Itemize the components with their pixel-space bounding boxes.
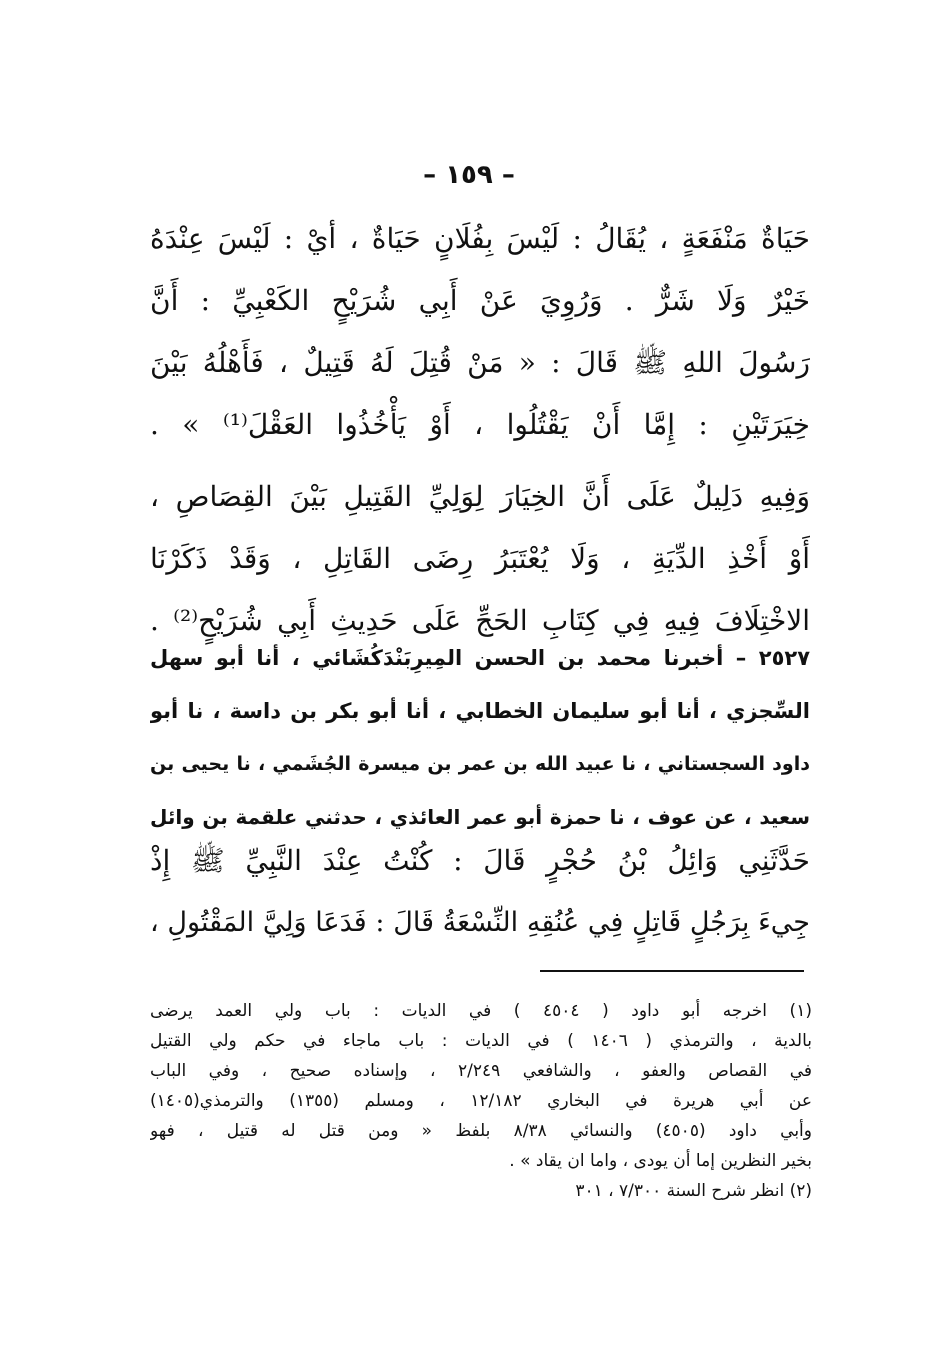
hadith-number: ٢٥٢٧ – [735, 646, 810, 670]
hadith-matn [150, 830, 810, 954]
text-line: أَوْ أَخْذِ الدِّيَةِ ، وَلَا يُعْتَبَرُ رِضَى القَاتِلِ ، وَقَدْ ذَكَرْنَا [150, 542, 810, 575]
text-line: الاخْتِلَافَ فِيهِ فِي كِتَابِ الحَجِّ عَلَى حَدِيثِ أَبِي شُرَيْحٍ⁽²⁾ . [150, 604, 810, 637]
isnad-line: سعيد ، عن عوف ، نا حمزة أبو عمر العائذي ، حدثني علقمة بن وائل [150, 805, 810, 829]
footnote-line: (٢) انظر شرح السنة ٧/٣٠٠ ، ٣٠١ [575, 1181, 812, 1201]
page-number: – ١٥٩ – [423, 160, 515, 190]
text-line: حَيَاةٌ مَنْفَعَةٍ ، يُقَالُ : لَيْسَ بِفُلَانٍ حَيَاةٌ ، أيْ : لَيْسَ عِنْدَهُ [150, 222, 810, 255]
footnote-separator [540, 970, 804, 972]
footnote-line: بالدية ، والترمذي ( ١٤٠٦ ) في الديات : باب ماجاء في حكم ولي القتيل [150, 1031, 812, 1051]
isnad-line: السِّجزي ، أنا أبو سليمان الخطابي ، أنا أبو بكر بن داسة ، نا أبو [150, 699, 810, 723]
footnote-line: في القصاص والعفو ، والشافعي ٢/٢٤٩ ، وإسناده صحيح ، وفي الباب [150, 1061, 812, 1081]
text-line: رَسُولَ اللهِ ﷺ قَالَ : « مَنْ قُتِلَ لَهُ قَتِيلٌ ، فَأَهْلُهُ بَيْنَ [150, 346, 810, 379]
isnad-text: أخبرنا محمد بن الحسن المِيرِبَنْدَكُشَائي ، أنا أبو سهل [150, 646, 724, 670]
footnote-line: (١) اخرجه أبو داود ( ٤٥٠٤ ) في الديات : باب ولي العمد يرضى [150, 1001, 812, 1021]
paragraph-explanation [150, 208, 810, 456]
footnotes [150, 996, 812, 1206]
text-line: خِيَرَتَيْنِ : إِمَّا أَنْ يَقْتُلُوا ، أَوْ يَأْخُذُوا العَقْلَ⁽¹⁾ » . [150, 408, 810, 441]
text-line: وَفِيهِ دَلِيلٌ عَلَى أَنَّ الخِيَارَ لِوَلِيِّ القَتِيلِ بَيْنَ القِصَاصِ ، [150, 480, 810, 513]
footnote-line: بخير النظرين إما أن يودى ، واما ان يقاد » . [509, 1151, 812, 1171]
hadith-isnad [150, 632, 810, 844]
paragraph-commentary [150, 466, 810, 652]
isnad-line-first [150, 632, 810, 685]
text-line: حَدَّثَنِي وَائِلُ بْنُ حُجْرٍ قَالَ : كُنْتُ عِنْدَ النَّبِيِّ ﷺ إِذْ [150, 844, 810, 877]
isnad-line: داود السجستاني ، نا عبيد الله بن عمر بن ميسرة الجُشَمي ، نا يحيى بن [150, 753, 810, 775]
footnote-line: عن أبي هريرة في البخاري ١٢/١٨٢ ، ومسلم (١٣٥٥) والترمذي(١٤٠٥) [150, 1091, 812, 1111]
footnote-line: وأبي داود (٤٥٠٥) والنسائي ٨/٣٨ بلفظ « ومن قتل له قتيل ، فهو [150, 1121, 812, 1141]
text-line: جِيءَ بِرَجُلٍ قَاتِلٍ فِي عُنُقِهِ النِّسْعَةُ قَالَ : فَدَعَا وَلِيَّ المَقْتُولِ ، [150, 907, 810, 938]
text-line: خَيْرٌ وَلَا شَرٌّ . وَرُوِيَ عَنْ أَبِي شُرَيْحٍ الكَعْبِيِّ : أَنَّ [150, 284, 810, 317]
